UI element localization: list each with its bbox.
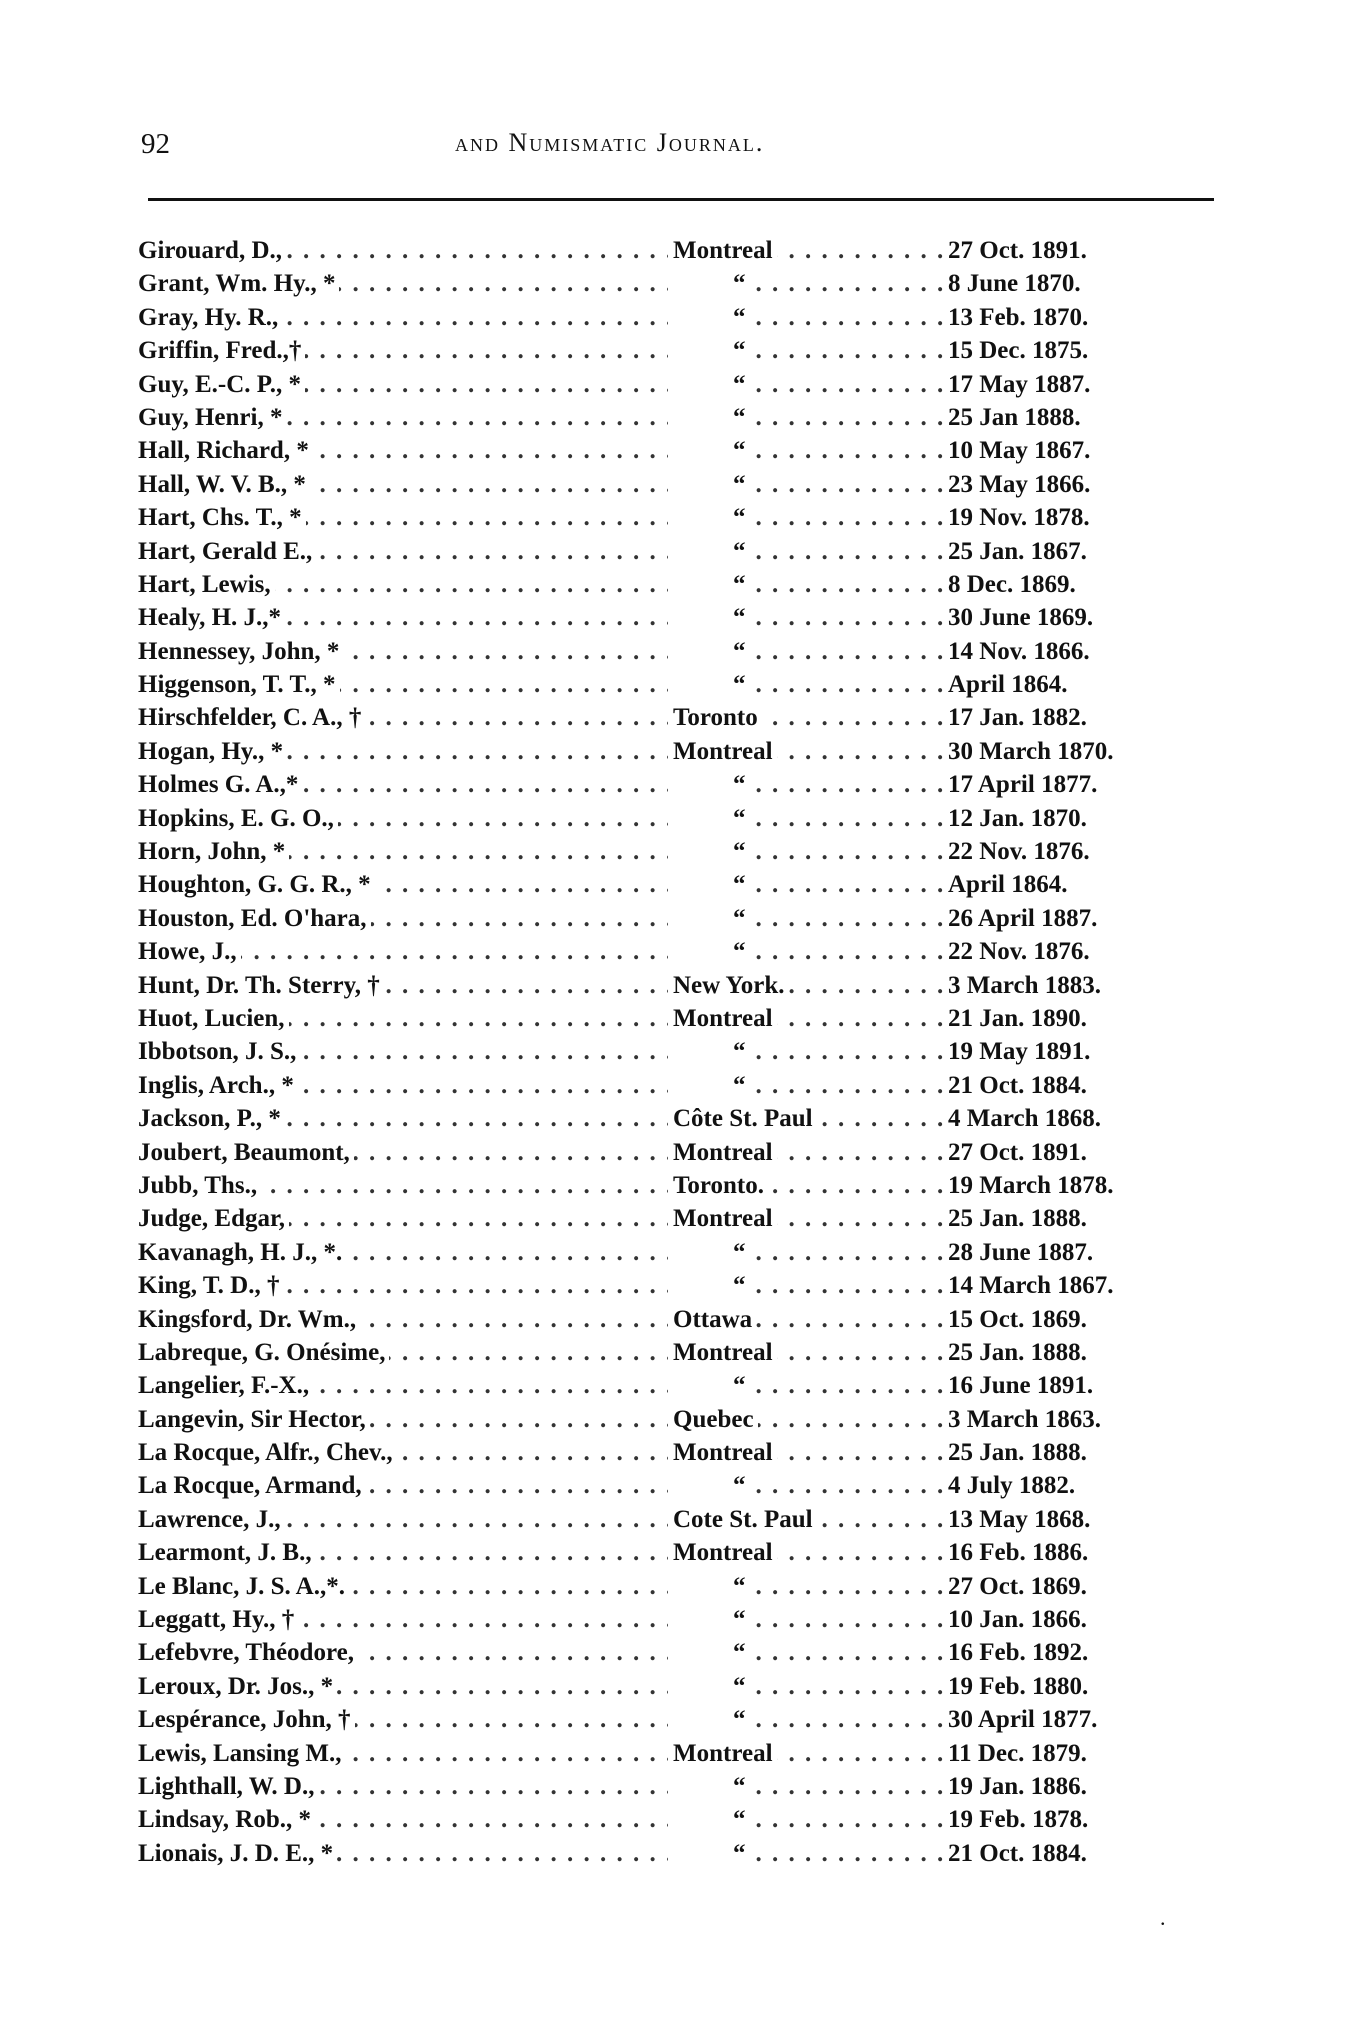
member-date: 30 March 1870. bbox=[948, 737, 1114, 765]
member-place-text: “ bbox=[673, 371, 750, 398]
member-date: 17 April 1877. bbox=[948, 771, 1098, 799]
member-place-text: Montreal bbox=[673, 237, 777, 264]
member-place-text: “ bbox=[673, 805, 750, 832]
list-item bbox=[138, 401, 1218, 434]
member-date: April 1864. bbox=[948, 871, 1068, 899]
member-name-text: Hennessey, John, * bbox=[138, 638, 343, 665]
member-place bbox=[673, 535, 943, 568]
member-place bbox=[673, 1436, 943, 1469]
member-place bbox=[673, 601, 943, 634]
list-item bbox=[138, 1369, 1218, 1402]
member-date: 25 Jan. 1888. bbox=[948, 1439, 1087, 1467]
list-item bbox=[138, 635, 1218, 668]
member-name bbox=[138, 835, 668, 868]
member-place-text: “ bbox=[673, 771, 750, 798]
member-place bbox=[673, 1469, 943, 1502]
member-name bbox=[138, 701, 668, 734]
list-item bbox=[138, 1703, 1218, 1736]
list-item bbox=[138, 1837, 1218, 1870]
member-place bbox=[673, 768, 943, 801]
member-name-text: Leroux, Dr. Jos., * bbox=[138, 1673, 337, 1700]
member-name bbox=[138, 635, 668, 668]
member-name bbox=[138, 1570, 668, 1603]
member-date: 23 May 1866. bbox=[948, 470, 1091, 498]
member-name bbox=[138, 1536, 668, 1569]
member-name bbox=[138, 234, 668, 267]
member-date: 4 March 1868. bbox=[948, 1105, 1101, 1133]
member-date: 4 July 1882. bbox=[948, 1472, 1076, 1500]
page-number: 92 bbox=[141, 128, 170, 160]
list-item bbox=[138, 368, 1218, 401]
member-place bbox=[673, 735, 943, 768]
list-item bbox=[138, 1436, 1218, 1469]
member-name-text: Hart, Gerald E., bbox=[138, 538, 316, 565]
member-name bbox=[138, 601, 668, 634]
member-place bbox=[673, 1703, 943, 1736]
member-place-text: Côte St. Paul bbox=[673, 1105, 817, 1132]
list-item bbox=[138, 1636, 1218, 1669]
member-name bbox=[138, 1169, 668, 1202]
member-place bbox=[673, 368, 943, 401]
member-place bbox=[673, 501, 943, 534]
member-name bbox=[138, 1303, 668, 1336]
member-place bbox=[673, 1636, 943, 1669]
list-item bbox=[138, 1336, 1218, 1369]
list-item bbox=[138, 1102, 1218, 1135]
member-name bbox=[138, 768, 668, 801]
member-name-text: Leggatt, Hy., † bbox=[138, 1606, 298, 1633]
member-name bbox=[138, 1436, 668, 1469]
member-name-text: Higgenson, T. T., * bbox=[138, 671, 340, 698]
list-item bbox=[138, 1269, 1218, 1302]
member-date: 21 Oct. 1884. bbox=[948, 1071, 1087, 1099]
member-name-text: Langevin, Sir Hector, bbox=[138, 1406, 370, 1433]
member-date: 10 May 1867. bbox=[948, 437, 1091, 465]
member-place bbox=[673, 1670, 943, 1703]
member-date: 22 Nov. 1876. bbox=[948, 938, 1090, 966]
member-place-text: “ bbox=[673, 838, 750, 865]
member-place-text: “ bbox=[673, 938, 750, 965]
member-place-text: “ bbox=[673, 671, 750, 698]
member-place bbox=[673, 334, 943, 367]
list-item bbox=[138, 902, 1218, 935]
member-place-text: Toronto. bbox=[673, 1172, 768, 1199]
member-place bbox=[673, 1603, 943, 1636]
member-name-text: Kingsford, Dr. Wm., bbox=[138, 1306, 360, 1333]
list-item bbox=[138, 1570, 1218, 1603]
member-name-text: Labreque, G. Onésime, bbox=[138, 1339, 389, 1366]
list-item bbox=[138, 735, 1218, 768]
member-date: 21 Oct. 1884. bbox=[948, 1839, 1087, 1867]
member-name bbox=[138, 1403, 668, 1436]
member-place bbox=[673, 1837, 943, 1870]
member-place bbox=[673, 1403, 943, 1436]
member-date: 17 Jan. 1882. bbox=[948, 704, 1087, 732]
member-name-text: Joubert, Beaumont, bbox=[138, 1139, 354, 1166]
member-place bbox=[673, 1503, 943, 1536]
member-place-text: “ bbox=[673, 905, 750, 932]
list-item bbox=[138, 835, 1218, 868]
member-place-text: “ bbox=[673, 1773, 750, 1800]
member-place bbox=[673, 434, 943, 467]
member-name bbox=[138, 1837, 668, 1870]
member-place bbox=[673, 1035, 943, 1068]
member-name bbox=[138, 1369, 668, 1402]
member-date: 19 Feb. 1880. bbox=[948, 1672, 1089, 1700]
member-name-text: Holmes G. A.,* bbox=[138, 771, 302, 798]
member-name bbox=[138, 1269, 668, 1302]
member-name bbox=[138, 969, 668, 1002]
member-place bbox=[673, 1169, 943, 1202]
list-item bbox=[138, 434, 1218, 467]
list-item bbox=[138, 1035, 1218, 1068]
member-name bbox=[138, 735, 668, 768]
member-name bbox=[138, 1069, 668, 1102]
member-place bbox=[673, 1002, 943, 1035]
member-place bbox=[673, 835, 943, 868]
member-place-text: “ bbox=[673, 437, 750, 464]
member-name-text: Langelier, F.-X., bbox=[138, 1372, 313, 1399]
member-place bbox=[673, 1202, 943, 1235]
member-place-text: Cote St. Paul bbox=[673, 1506, 817, 1533]
member-place-text: “ bbox=[673, 604, 750, 631]
member-name bbox=[138, 1136, 668, 1169]
member-name bbox=[138, 568, 668, 601]
member-place bbox=[673, 1536, 943, 1569]
member-date: April 1864. bbox=[948, 671, 1068, 699]
member-name bbox=[138, 1236, 668, 1269]
member-name-text: Hart, Chs. T., * bbox=[138, 504, 306, 531]
list-item bbox=[138, 1303, 1218, 1336]
member-name-text: Lionais, J. D. E., * bbox=[138, 1840, 337, 1867]
member-name-text: Hall, W. V. B., * bbox=[138, 471, 310, 498]
member-place bbox=[673, 1269, 943, 1302]
member-name-text: Girouard, D., bbox=[138, 237, 286, 264]
list-item bbox=[138, 1536, 1218, 1569]
member-name bbox=[138, 1469, 668, 1502]
member-date: 19 Jan. 1886. bbox=[948, 1772, 1087, 1800]
member-place bbox=[673, 1336, 943, 1369]
member-name bbox=[138, 468, 668, 501]
member-name bbox=[138, 1803, 668, 1836]
running-head: and Numismatic Journal. bbox=[455, 128, 765, 157]
member-name-text: Lawrence, J., bbox=[138, 1506, 285, 1533]
member-place-text: “ bbox=[673, 471, 750, 498]
member-place-text: Montreal bbox=[673, 1539, 777, 1566]
member-name bbox=[138, 1503, 668, 1536]
member-place bbox=[673, 267, 943, 300]
member-date: 3 March 1863. bbox=[948, 1405, 1101, 1433]
member-date: 30 June 1869. bbox=[948, 604, 1094, 632]
member-place-text: “ bbox=[673, 1072, 750, 1099]
member-name-text: Kavanagh, H. J., *. bbox=[138, 1239, 346, 1266]
member-place-text: “ bbox=[673, 1673, 750, 1700]
list-item bbox=[138, 234, 1218, 267]
member-name-text: Le Blanc, J. S. A.,*. bbox=[138, 1573, 349, 1600]
member-place-text: “ bbox=[673, 1806, 750, 1833]
member-place-text: “ bbox=[673, 871, 750, 898]
member-place-text: “ bbox=[673, 1472, 750, 1499]
member-place-text: “ bbox=[673, 1573, 750, 1600]
member-name-text: Horn, John, * bbox=[138, 838, 289, 865]
member-name-text: Guy, E.-C. P., * bbox=[138, 371, 305, 398]
member-place-text: “ bbox=[673, 1639, 750, 1666]
member-name-text: Houston, Ed. O'hara, bbox=[138, 905, 371, 932]
member-name-text: Lindsay, Rob., * bbox=[138, 1806, 315, 1833]
list-item bbox=[138, 935, 1218, 968]
list-item bbox=[138, 1403, 1218, 1436]
member-place bbox=[673, 568, 943, 601]
member-place-text: Montreal bbox=[673, 1005, 777, 1032]
member-name-text: Lewis, Lansing M., bbox=[138, 1740, 346, 1767]
member-name-text: Hart, Lewis, bbox=[138, 571, 275, 598]
member-name-text: Houghton, G. G. R., * bbox=[138, 871, 375, 898]
member-name-text: Lespérance, John, † bbox=[138, 1706, 355, 1733]
list-item bbox=[138, 1136, 1218, 1169]
member-date: 25 Jan. 1888. bbox=[948, 1205, 1087, 1233]
member-name bbox=[138, 1737, 668, 1770]
member-place bbox=[673, 1136, 943, 1169]
member-place bbox=[673, 234, 943, 267]
list-item bbox=[138, 535, 1218, 568]
member-name bbox=[138, 802, 668, 835]
member-name-text: Gray, Hy. R., bbox=[138, 304, 282, 331]
member-name-text: Hopkins, E. G. O., bbox=[138, 805, 338, 832]
member-name bbox=[138, 1636, 668, 1669]
member-name-text: Learmont, J. B., bbox=[138, 1539, 316, 1566]
header-rule bbox=[148, 198, 1214, 201]
member-place-text: “ bbox=[673, 1038, 750, 1065]
member-date: 27 Oct. 1891. bbox=[948, 237, 1087, 264]
member-place bbox=[673, 969, 943, 1002]
list-item bbox=[138, 1469, 1218, 1502]
member-place bbox=[673, 802, 943, 835]
member-place bbox=[673, 935, 943, 968]
member-date: 13 Feb. 1870. bbox=[948, 303, 1089, 331]
member-name-text: Inglis, Arch., * bbox=[138, 1072, 298, 1099]
list-item bbox=[138, 601, 1218, 634]
member-place-text: Quebec bbox=[673, 1406, 758, 1433]
member-name-text: Huot, Lucien, bbox=[138, 1005, 289, 1032]
member-name-text: Ibbotson, J. S., bbox=[138, 1038, 300, 1065]
member-date: 10 Jan. 1866. bbox=[948, 1606, 1087, 1634]
member-name bbox=[138, 1102, 668, 1135]
member-place-text: Montreal bbox=[673, 1439, 777, 1466]
member-place-text: “ bbox=[673, 404, 750, 431]
member-name bbox=[138, 267, 668, 300]
member-name-text: La Rocque, Alfr., Chev., bbox=[138, 1439, 397, 1466]
list-item bbox=[138, 1737, 1218, 1770]
member-name bbox=[138, 434, 668, 467]
member-name-text: Guy, Henri, * bbox=[138, 404, 286, 431]
member-name-text: Grant, Wm. Hy., * bbox=[138, 270, 339, 297]
member-date: 16 June 1891. bbox=[948, 1372, 1094, 1400]
member-name bbox=[138, 1035, 668, 1068]
member-place bbox=[673, 1102, 943, 1135]
member-place-text: “ bbox=[673, 1272, 750, 1299]
member-date: 28 June 1887. bbox=[948, 1238, 1094, 1266]
list-item bbox=[138, 1202, 1218, 1235]
list-item bbox=[138, 1803, 1218, 1836]
member-date: 8 Dec. 1869. bbox=[948, 570, 1076, 598]
member-name bbox=[138, 1703, 668, 1736]
list-item bbox=[138, 768, 1218, 801]
member-name-text: Jackson, P., * bbox=[138, 1105, 285, 1132]
member-date: 19 Feb. 1878. bbox=[948, 1806, 1089, 1834]
member-name bbox=[138, 334, 668, 367]
member-date: 14 Nov. 1866. bbox=[948, 637, 1090, 665]
member-date: 19 March 1878. bbox=[948, 1171, 1114, 1199]
member-date: 12 Jan. 1870. bbox=[948, 804, 1087, 832]
member-date: 25 Jan. 1867. bbox=[948, 537, 1087, 565]
list-item bbox=[138, 802, 1218, 835]
member-place bbox=[673, 635, 943, 668]
member-place-text: Montreal bbox=[673, 1205, 777, 1232]
list-item bbox=[138, 1670, 1218, 1703]
member-place-text: “ bbox=[673, 1840, 750, 1867]
list-item bbox=[138, 468, 1218, 501]
list-item bbox=[138, 1603, 1218, 1636]
member-date: 26 April 1887. bbox=[948, 904, 1098, 932]
list-item bbox=[138, 1069, 1218, 1102]
member-name bbox=[138, 1670, 668, 1703]
member-date: 19 May 1891. bbox=[948, 1038, 1091, 1066]
member-name-text: Lighthall, W. D., bbox=[138, 1773, 318, 1800]
member-place bbox=[673, 668, 943, 701]
list-item bbox=[138, 1770, 1218, 1803]
member-date: 3 March 1883. bbox=[948, 971, 1101, 999]
member-place-text: “ bbox=[673, 504, 750, 531]
list-item bbox=[138, 701, 1218, 734]
member-place bbox=[673, 1069, 943, 1102]
member-place-text: “ bbox=[673, 337, 750, 364]
member-name bbox=[138, 935, 668, 968]
member-place-text: “ bbox=[673, 538, 750, 565]
member-place bbox=[673, 1737, 943, 1770]
member-name-text: Lefebvre, Théodore, bbox=[138, 1639, 358, 1666]
member-date: 15 Oct. 1869. bbox=[948, 1305, 1087, 1333]
member-date: 22 Nov. 1876. bbox=[948, 838, 1090, 866]
member-place-text: “ bbox=[673, 1606, 750, 1633]
member-date: 14 March 1867. bbox=[948, 1272, 1114, 1300]
list-item bbox=[138, 267, 1218, 300]
member-name-text: Jubb, Ths., bbox=[138, 1172, 261, 1199]
member-date: 16 Feb. 1892. bbox=[948, 1639, 1089, 1667]
member-place bbox=[673, 1570, 943, 1603]
member-name-text: Hogan, Hy., * bbox=[138, 738, 287, 765]
member-place-text: “ bbox=[673, 270, 750, 297]
member-place bbox=[673, 301, 943, 334]
member-place-text: Montreal bbox=[673, 1740, 777, 1767]
member-place bbox=[673, 1303, 943, 1336]
member-place-text: Toronto bbox=[673, 704, 762, 731]
member-list bbox=[138, 234, 1218, 1870]
member-name bbox=[138, 1336, 668, 1369]
list-item bbox=[138, 1169, 1218, 1202]
list-item bbox=[138, 301, 1218, 334]
member-name-text: Healy, H. J.,* bbox=[138, 604, 285, 631]
member-date: 8 June 1870. bbox=[948, 270, 1081, 298]
member-name-text: Howe, J., bbox=[138, 938, 241, 965]
footer-mark: . bbox=[1160, 1905, 1166, 1930]
member-date: 30 April 1877. bbox=[948, 1706, 1098, 1734]
list-item bbox=[138, 1503, 1218, 1536]
member-date: 19 Nov. 1878. bbox=[948, 504, 1090, 532]
member-name-text: La Rocque, Armand, bbox=[138, 1472, 366, 1499]
member-date: 13 May 1868. bbox=[948, 1505, 1091, 1533]
member-name-text: Hall, Richard, * bbox=[138, 437, 313, 464]
member-place-text: “ bbox=[673, 1239, 750, 1266]
member-place-text: “ bbox=[673, 638, 750, 665]
member-name bbox=[138, 902, 668, 935]
member-place bbox=[673, 1236, 943, 1269]
member-place-text: New York. bbox=[673, 972, 789, 999]
member-place bbox=[673, 902, 943, 935]
member-place bbox=[673, 1803, 943, 1836]
member-name bbox=[138, 1770, 668, 1803]
member-name-text: Judge, Edgar, bbox=[138, 1205, 289, 1232]
member-place-text: Ottawa bbox=[673, 1306, 756, 1333]
member-name bbox=[138, 1002, 668, 1035]
member-date: 11 Dec. 1879. bbox=[948, 1739, 1087, 1767]
member-place bbox=[673, 1369, 943, 1402]
member-place bbox=[673, 868, 943, 901]
member-place-text: “ bbox=[673, 571, 750, 598]
member-place-text: Montreal bbox=[673, 738, 777, 765]
member-place-text: “ bbox=[673, 1706, 750, 1733]
list-item bbox=[138, 1236, 1218, 1269]
list-item bbox=[138, 868, 1218, 901]
list-item bbox=[138, 501, 1218, 534]
member-place bbox=[673, 401, 943, 434]
list-item bbox=[138, 668, 1218, 701]
member-date: 25 Jan. 1888. bbox=[948, 1338, 1087, 1366]
member-name-text: Griffin, Fred.,† bbox=[138, 337, 305, 364]
member-date: 27 Oct. 1869. bbox=[948, 1572, 1087, 1600]
member-name bbox=[138, 301, 668, 334]
member-date: 15 Dec. 1875. bbox=[948, 337, 1089, 365]
member-name-text: Hirschfelder, C. A., † bbox=[138, 704, 365, 731]
member-name bbox=[138, 368, 668, 401]
member-name bbox=[138, 668, 668, 701]
list-item bbox=[138, 1002, 1218, 1035]
member-date: 27 Oct. 1891. bbox=[948, 1138, 1087, 1166]
list-item bbox=[138, 969, 1218, 1002]
member-name bbox=[138, 501, 668, 534]
member-place bbox=[673, 701, 943, 734]
member-date: 21 Jan. 1890. bbox=[948, 1004, 1087, 1032]
member-name bbox=[138, 868, 668, 901]
member-date: 25 Jan 1888. bbox=[948, 403, 1081, 431]
member-name bbox=[138, 1603, 668, 1636]
member-place bbox=[673, 1770, 943, 1803]
member-date: 16 Feb. 1886. bbox=[948, 1539, 1089, 1567]
member-place-text: Montreal bbox=[673, 1139, 777, 1166]
member-place-text: “ bbox=[673, 1372, 750, 1399]
member-name bbox=[138, 1202, 668, 1235]
member-name bbox=[138, 401, 668, 434]
member-place-text: “ bbox=[673, 304, 750, 331]
member-place-text: Montreal bbox=[673, 1339, 777, 1366]
list-item bbox=[138, 568, 1218, 601]
member-name-text: King, T. D., † bbox=[138, 1272, 283, 1299]
member-name-text: Hunt, Dr. Th. Sterry, † bbox=[138, 972, 384, 999]
member-place bbox=[673, 468, 943, 501]
member-name bbox=[138, 535, 668, 568]
list-item bbox=[138, 334, 1218, 367]
member-date: 17 May 1887. bbox=[948, 370, 1091, 398]
